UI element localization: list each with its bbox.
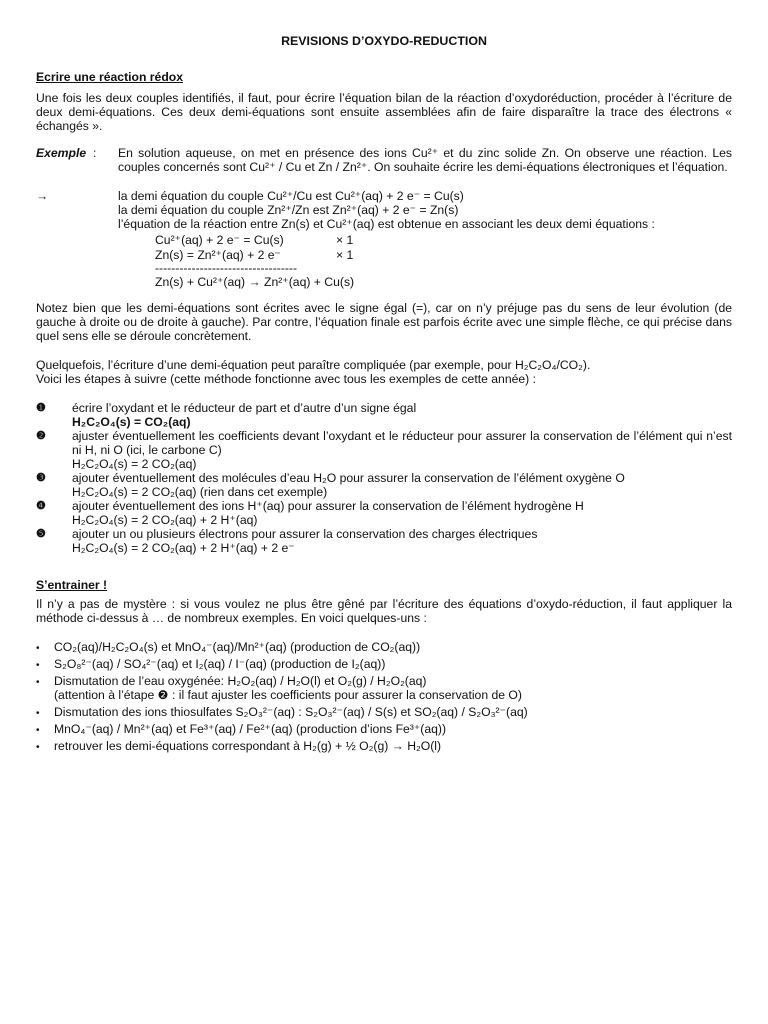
step-number-4: ❹ (36, 500, 46, 512)
bullet-2: • (36, 660, 40, 671)
note-paragraph: Notez bien que les demi-équations sont écrites avec le signe égal (=), car on n’y préjuge pas du sens de leur évolution (de gauche à droite ou de droite à gauche). Par contre, l’équation finale est parfois écrite avec une simple flèche, ce qui précise dans quel sens elle se déroule concrètement. (36, 301, 732, 343)
step-equation-5: H₂C₂O₄(s) = 2 CO₂(aq) + 2 H⁺(aq) + 2 e⁻ (72, 541, 295, 555)
example-text: En solution aqueuse, on met en présence des ions Cu²⁺ et du zinc solide Zn. On observe une réaction. Les couples concernés sont Cu²⁺ / Cu et Zn / Zn²⁺. On souhaite écrire les demi-équations électroniques et l’équation. (118, 146, 732, 174)
exercise-item-6: retrouver les demi-équations correspondant à H₂(g) + ½ O₂(g) → H₂O(l) (54, 739, 442, 753)
bullet-3: • (36, 677, 40, 688)
section-heading-practice: S’entrainer ! (36, 578, 108, 592)
exercise-item-5: MnO₄⁻(aq) / Mn²⁺(aq) et Fe³⁺(aq) / Fe²⁺(aq) (production d’ions Fe³⁺(aq)) (54, 722, 447, 736)
exercise-item-4: Dismutation des ions thiosulfates S₂O₃²⁻(aq) : S₂O₃²⁻(aq) / S(s) et SO₂(aq) / S₂O₃²⁻(aq) (54, 705, 528, 719)
practice-intro: Il n’y a pas de mystère : si vous voulez ne plus être gêné par l’écriture des équations d’oxydo-réduction, il faut appliquer la méthode ci-dessus à … de nombreux exemples. En voici quelques-uns : (36, 597, 732, 625)
step-text-2: ajuster éventuellement les coefficients devant l’oxydant et le réducteur pour assurer la conservation de l’élément qui n’est ni H, ni O (ici, le carbone C) (72, 429, 732, 457)
exercise-item-3-note: (attention à l’étape ❷ : il faut ajuster les coefficients pour assurer la conservation de O) (54, 688, 522, 702)
example-label: Exemple (36, 146, 87, 160)
quelquefois-line: Quelquefois, l’écriture d’une demi-équation peut paraître compliquée (par exemple, pour H₂C₂O₄/CO₂). (36, 358, 591, 372)
intro-paragraph: Une fois les deux couples identifiés, il faut, pour écrire l’équation bilan de la réaction d’oxydoréduction, procéder à l’écriture de deux demi-équations. Ces deux demi-équations sont ensuite assemblées afin de faire disparaître la trace des électrons « échangés ». (36, 91, 732, 133)
step-number-2: ❷ (36, 430, 46, 442)
voici-line: Voici les étapes à suivre (cette méthode fonctionne avec tous les exemples de cette année) : (36, 372, 536, 386)
step-text-5: ajouter un ou plusieurs électrons pour assurer la conservation des charges électriques (72, 527, 538, 541)
step-text-4: ajouter éventuellement des ions H⁺(aq) pour assurer la conservation de l’élément hydrogène H (72, 499, 584, 513)
step-equation-1: H₂C₂O₄(s) = CO₂(aq) (72, 415, 191, 429)
bullet-5: • (36, 725, 40, 736)
equation-association-text: l’équation de la réaction entre Zn(s) et Cu²⁺(aq) est obtenue en associant les deux demi équations : (118, 217, 655, 231)
equation-line-1: Cu²⁺(aq) + 2 e⁻ = Cu(s) (155, 233, 284, 247)
exercise-item-1: CO₂(aq)/H₂C₂O₄(s) et MnO₄⁻(aq)/Mn²⁺(aq) (production de CO₂(aq)) (54, 640, 421, 654)
bullet-1: • (36, 643, 40, 654)
half-equation-cu: la demi équation du couple Cu²⁺/Cu est Cu²⁺(aq) + 2 e⁻ = Cu(s) (118, 189, 464, 203)
half-equation-zn: la demi équation du couple Zn²⁺/Zn est Zn²⁺(aq) + 2 e⁻ = Zn(s) (118, 203, 459, 217)
step-equation-2: H₂C₂O₄(s) = 2 CO₂(aq) (72, 457, 197, 471)
step-number-5: ❺ (36, 528, 46, 540)
step-text-3: ajouter éventuellement des molécules d’eau H₂O pour assurer la conservation de l’élément oxygène O (72, 471, 625, 485)
page-title: REVISIONS D’OXYDO-REDUCTION (281, 34, 487, 48)
exercise-item-2: S₂O₈²⁻(aq) / SO₄²⁻(aq) et I₂(aq) / I⁻(aq) (production de I₂(aq)) (54, 657, 386, 671)
multiplier-1: × 1 (336, 233, 354, 247)
example-colon: : (93, 146, 97, 160)
exercise-item-3: Dismutation de l’eau oxygénée: H₂O₂(aq) / H₂O(l) et O₂(g) / H₂O₂(aq) (54, 674, 427, 688)
separator-dashes: ----------------------------------- (155, 261, 298, 275)
step-number-1: ❶ (36, 402, 46, 414)
section-heading-redox: Ecrire une réaction rédox (36, 70, 183, 84)
equation-line-2: Zn(s) = Zn²⁺(aq) + 2 e⁻ (155, 248, 281, 262)
final-equation: Zn(s) + Cu²⁺(aq) → Zn²⁺(aq) + Cu(s) (155, 275, 355, 289)
step-equation-4: H₂C₂O₄(s) = 2 CO₂(aq) + 2 H⁺(aq) (72, 513, 258, 527)
step-text-1: écrire l’oxydant et le réducteur de part et d’autre d’un signe égal (72, 401, 417, 415)
step-number-3: ❸ (36, 472, 46, 484)
arrow-icon: → (36, 189, 49, 203)
multiplier-2: × 1 (336, 248, 354, 262)
step-equation-3: H₂C₂O₄(s) = 2 CO₂(aq) (rien dans cet exemple) (72, 485, 328, 499)
bullet-6: • (36, 742, 40, 753)
bullet-4: • (36, 708, 40, 719)
